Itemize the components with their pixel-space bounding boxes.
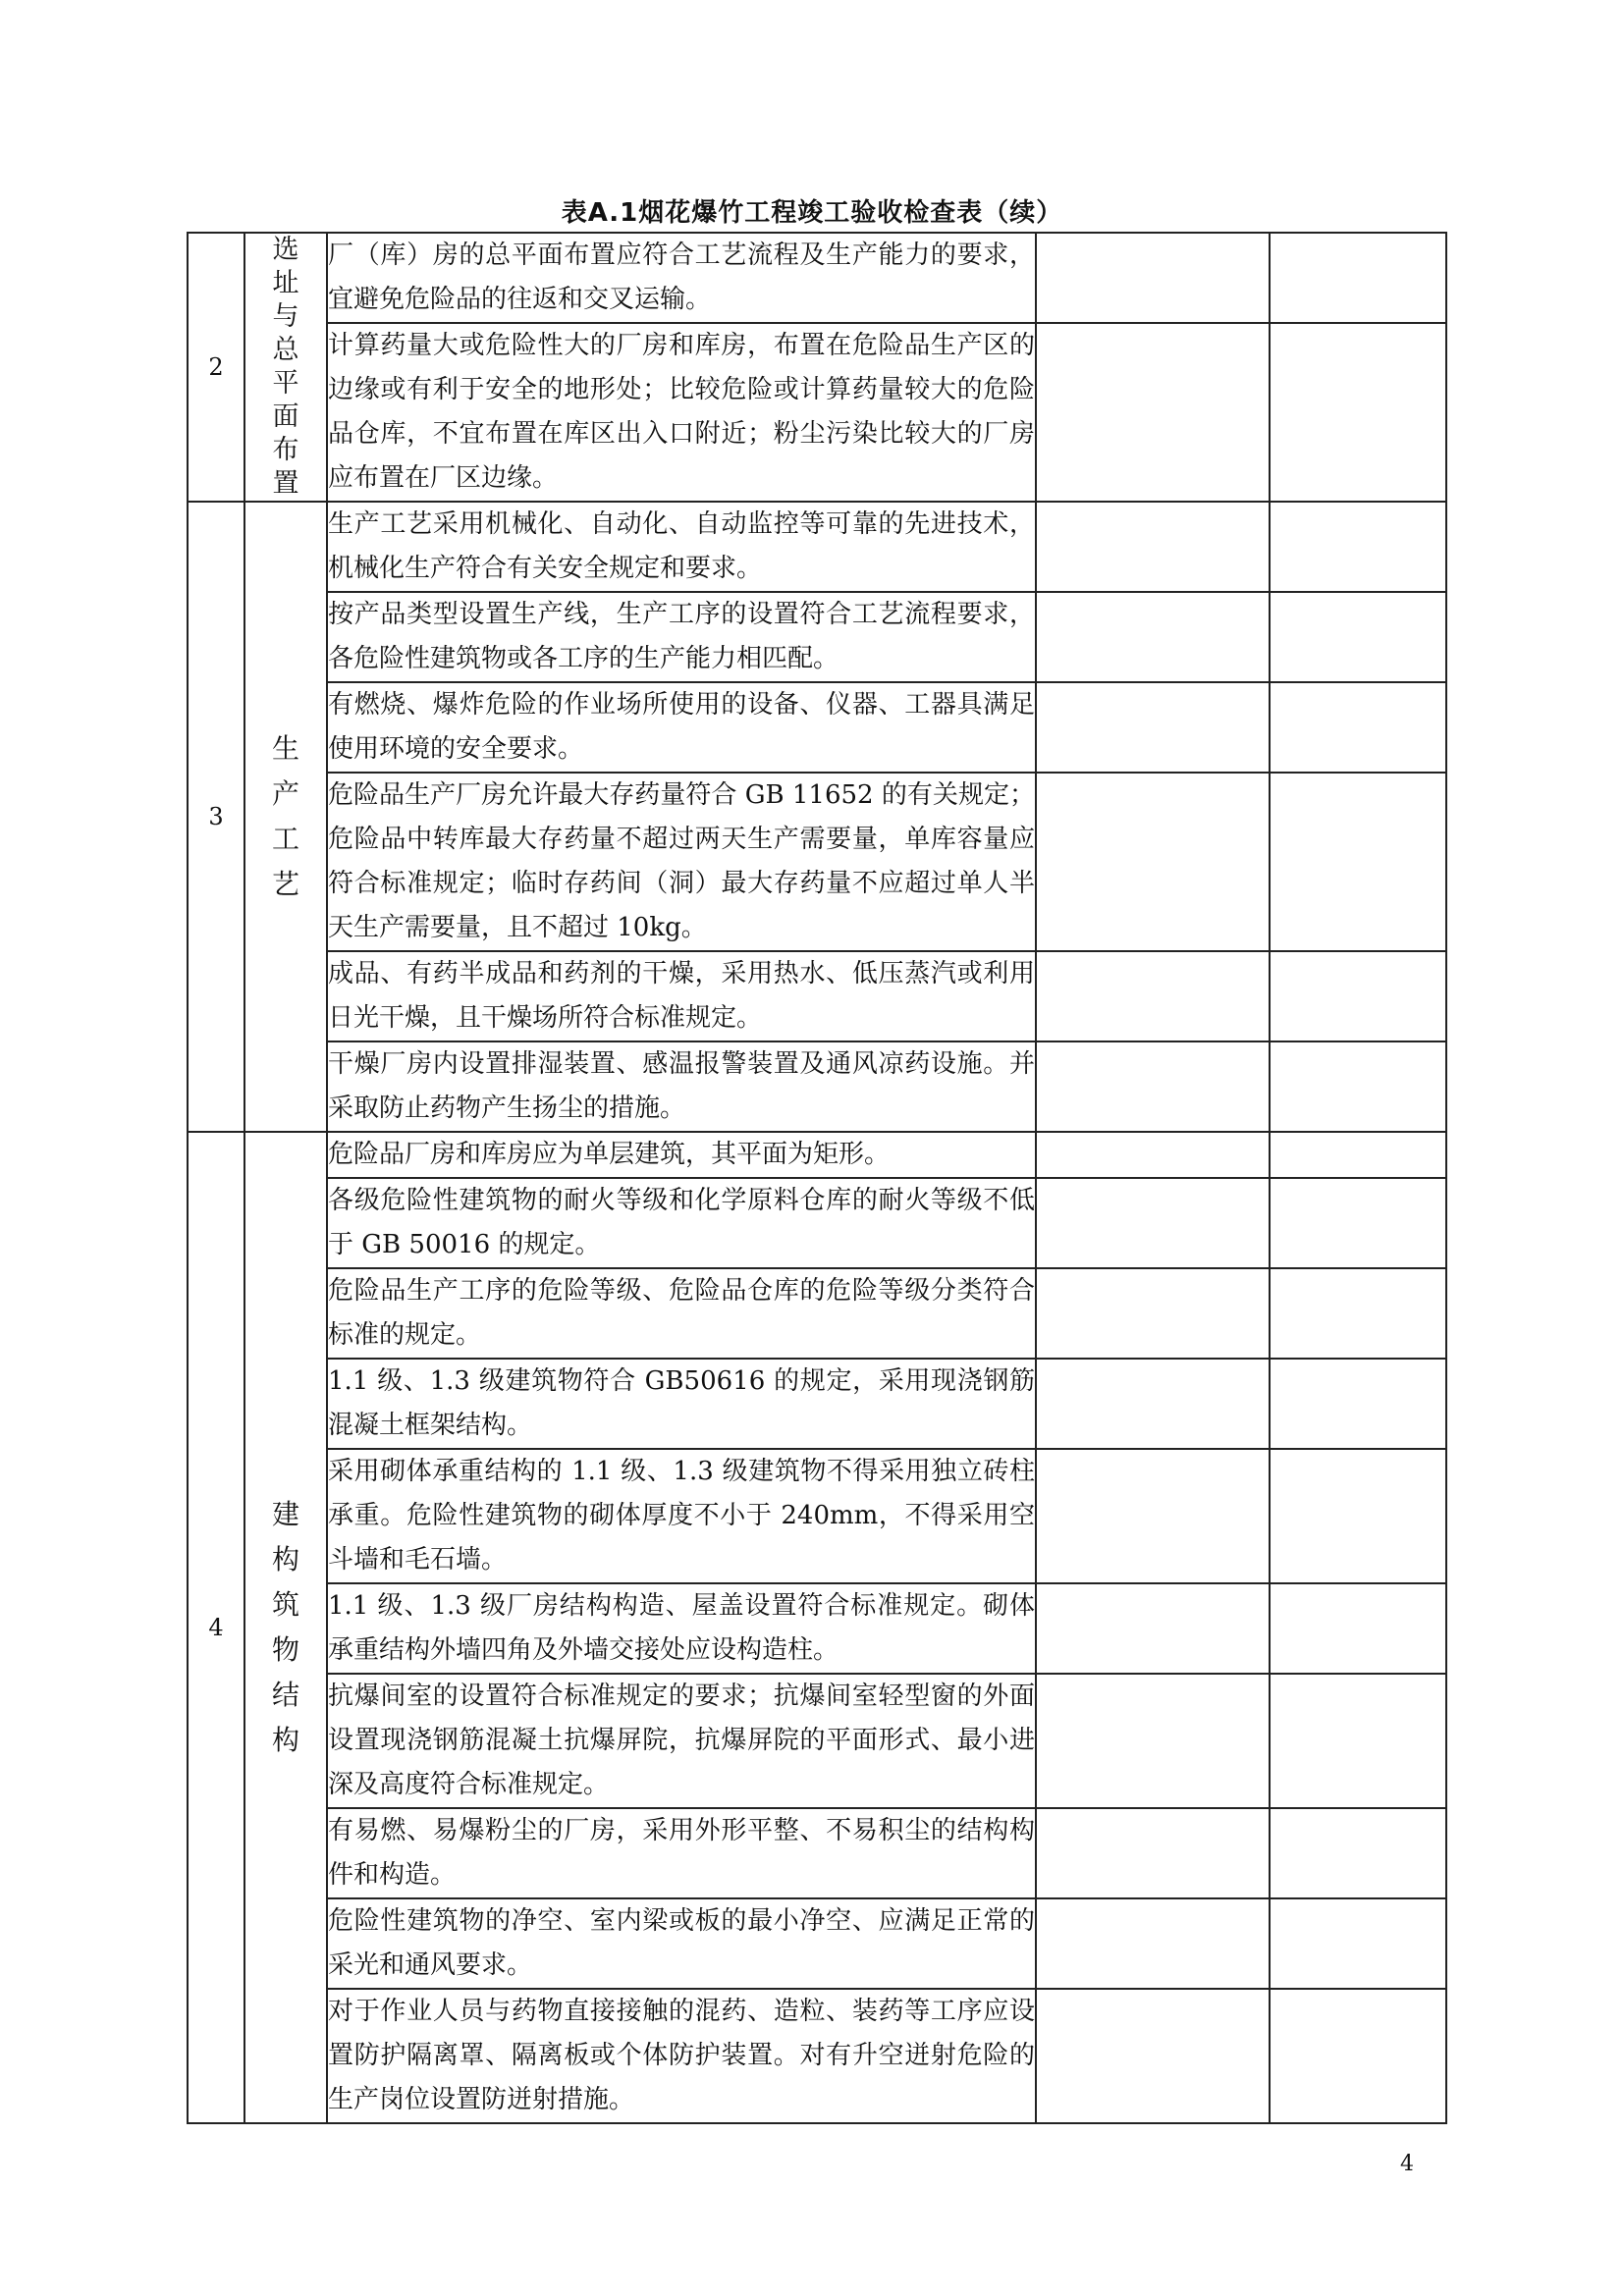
result-cell[interactable]	[1036, 1583, 1270, 1674]
remark-cell[interactable]	[1270, 1041, 1446, 1132]
result-cell[interactable]	[1036, 1268, 1270, 1359]
result-cell[interactable]	[1036, 1674, 1270, 1808]
table-row	[188, 1808, 1446, 1898]
remark-cell[interactable]	[1270, 1359, 1446, 1449]
result-cell[interactable]	[1036, 1449, 1270, 1583]
result-cell[interactable]	[1036, 951, 1270, 1041]
remark-cell[interactable]	[1270, 951, 1446, 1041]
check-item: 危险品生产工序的危险等级、危险品仓库的危险等级分类符合标准的规定。	[327, 1268, 1036, 1359]
section-category: 选址与总平面布置	[244, 233, 327, 502]
result-cell[interactable]	[1036, 773, 1270, 951]
table-row	[188, 682, 1446, 773]
check-item: 按产品类型设置生产线，生产工序的设置符合工艺流程要求，各危险性建筑物或各工序的生产能力相匹配。	[327, 592, 1036, 682]
check-item: 各级危险性建筑物的耐火等级和化学原料仓库的耐火等级不低于 GB 50016 的规定。	[327, 1178, 1036, 1268]
check-item: 危险品生产厂房允许最大存药量符合 GB 11652 的有关规定；危险品中转库最大存药量不超过两天生产需要量，单库容量应符合标准规定；临时存药间（洞）最大存药量不应超过单人半天生产需要量，且不超过 10kg。	[327, 773, 1036, 951]
remark-cell[interactable]	[1270, 1898, 1446, 1989]
check-item: 有燃烧、爆炸危险的作业场所使用的设备、仪器、工器具满足使用环境的安全要求。	[327, 682, 1036, 773]
table-row	[188, 323, 1446, 502]
check-item: 厂（库）房的总平面布置应符合工艺流程及生产能力的要求，宜避免危险品的往返和交叉运输。	[327, 233, 1036, 323]
table-row	[188, 1989, 1446, 2123]
check-item: 有易燃、易爆粉尘的厂房，采用外形平整、不易积尘的结构构件和构造。	[327, 1808, 1036, 1898]
page-number: 4	[1400, 2152, 1414, 2176]
result-cell[interactable]	[1036, 1041, 1270, 1132]
remark-cell[interactable]	[1270, 323, 1446, 502]
inspection-table	[187, 232, 1447, 2124]
table-row	[188, 951, 1446, 1041]
result-cell[interactable]	[1036, 1359, 1270, 1449]
table-title: 表A.1烟花爆竹工程竣工验收检查表（续）	[561, 198, 1063, 228]
result-cell[interactable]	[1036, 1178, 1270, 1268]
remark-cell[interactable]	[1270, 502, 1446, 592]
remark-cell[interactable]	[1270, 1674, 1446, 1808]
section-category: 生产工艺	[244, 502, 327, 1132]
table-row	[188, 1583, 1446, 1674]
check-item: 对于作业人员与药物直接接触的混药、造粒、装药等工序应设置防护隔离罩、隔离板或个体防护装置。对有升空迸射危险的生产岗位设置防迸射措施。	[327, 1989, 1036, 2123]
section-number: 2	[188, 233, 244, 502]
remark-cell[interactable]	[1270, 233, 1446, 323]
remark-cell[interactable]	[1270, 1178, 1446, 1268]
section-number: 4	[188, 1132, 244, 2123]
table-row	[188, 1041, 1446, 1132]
remark-cell[interactable]	[1270, 592, 1446, 682]
remark-cell[interactable]	[1270, 1989, 1446, 2123]
check-item: 1.1 级、1.3 级建筑物符合 GB50616 的规定，采用现浇钢筋混凝土框架结构。	[327, 1359, 1036, 1449]
remark-cell[interactable]	[1270, 1268, 1446, 1359]
table-row	[188, 1449, 1446, 1583]
table-row	[188, 1132, 1446, 1178]
check-item: 1.1 级、1.3 级厂房结构构造、屋盖设置符合标准规定。砌体承重结构外墙四角及外墙交接处应设构造柱。	[327, 1583, 1036, 1674]
result-cell[interactable]	[1036, 1132, 1270, 1178]
result-cell[interactable]	[1036, 233, 1270, 323]
result-cell[interactable]	[1036, 323, 1270, 502]
check-item: 干燥厂房内设置排湿装置、感温报警装置及通风凉药设施。并采取防止药物产生扬尘的措施。	[327, 1041, 1036, 1132]
table-row	[188, 1359, 1446, 1449]
section-category: 建构筑物结构	[244, 1132, 327, 2123]
check-item: 成品、有药半成品和药剂的干燥，采用热水、低压蒸汽或利用日光干燥，且干燥场所符合标准规定。	[327, 951, 1036, 1041]
table-row	[188, 502, 1446, 592]
table-row	[188, 1178, 1446, 1268]
result-cell[interactable]	[1036, 592, 1270, 682]
table-row	[188, 1898, 1446, 1989]
remark-cell[interactable]	[1270, 1583, 1446, 1674]
section-number: 3	[188, 502, 244, 1132]
check-item: 计算药量大或危险性大的厂房和库房，布置在危险品生产区的边缘或有利于安全的地形处；比较危险或计算药量较大的危险品仓库，不宜布置在库区出入口附近；粉尘污染比较大的厂房应布置在厂区边缘。	[327, 323, 1036, 502]
remark-cell[interactable]	[1270, 1132, 1446, 1178]
check-item: 危险性建筑物的净空、室内梁或板的最小净空、应满足正常的采光和通风要求。	[327, 1898, 1036, 1989]
check-item: 抗爆间室的设置符合标准规定的要求；抗爆间室轻型窗的外面设置现浇钢筋混凝土抗爆屏院，抗爆屏院的平面形式、最小进深及高度符合标准规定。	[327, 1674, 1036, 1808]
remark-cell[interactable]	[1270, 1449, 1446, 1583]
remark-cell[interactable]	[1270, 1808, 1446, 1898]
table-row	[188, 592, 1446, 682]
table-row	[188, 1674, 1446, 1808]
remark-cell[interactable]	[1270, 773, 1446, 951]
result-cell[interactable]	[1036, 1808, 1270, 1898]
remark-cell[interactable]	[1270, 682, 1446, 773]
check-item: 采用砌体承重结构的 1.1 级、1.3 级建筑物不得采用独立砖柱承重。危险性建筑物的砌体厚度不小于 240mm，不得采用空斗墙和毛石墙。	[327, 1449, 1036, 1583]
result-cell[interactable]	[1036, 1898, 1270, 1989]
result-cell[interactable]	[1036, 1989, 1270, 2123]
check-item: 生产工艺采用机械化、自动化、自动监控等可靠的先进技术，机械化生产符合有关安全规定和要求。	[327, 502, 1036, 592]
check-item: 危险品厂房和库房应为单层建筑，其平面为矩形。	[327, 1132, 1036, 1178]
table-row	[188, 1268, 1446, 1359]
table-row	[188, 233, 1446, 323]
table-row	[188, 773, 1446, 951]
result-cell[interactable]	[1036, 502, 1270, 592]
result-cell[interactable]	[1036, 682, 1270, 773]
